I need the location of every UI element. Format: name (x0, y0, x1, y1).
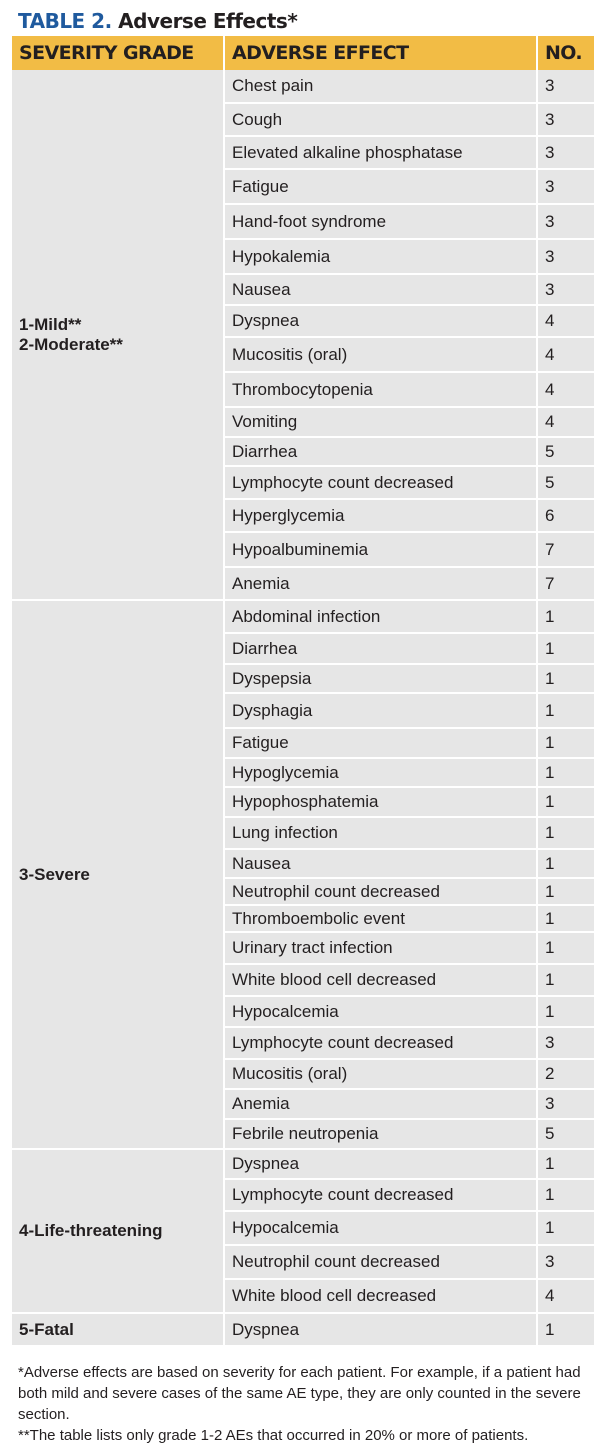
adverse-effect-cell: Thromboembolic event (224, 905, 537, 932)
table-row (12, 600, 594, 633)
adverse-effect-cell: Abdominal infection (224, 600, 537, 633)
adverse-effect-cell: Lung infection (224, 817, 537, 849)
count-cell: 4 (537, 337, 594, 372)
severity-grade-label: 2-Moderate** (19, 334, 123, 354)
severity-grade-cell (12, 1313, 224, 1346)
adverse-effect-cell: Dyspnea (224, 1313, 537, 1346)
table-row (12, 1313, 594, 1346)
adverse-effect-cell: Febrile neutropenia (224, 1119, 537, 1149)
count-cell: 1 (537, 905, 594, 932)
count-cell: 3 (537, 274, 594, 305)
severity-grade-label: 1-Mild** (19, 314, 82, 334)
adverse-effect-cell: Fatigue (224, 728, 537, 758)
table-body (12, 70, 594, 1346)
adverse-effect-cell: Urinary tract infection (224, 932, 537, 964)
adverse-effect-cell: Nausea (224, 849, 537, 878)
count-cell: 4 (537, 305, 594, 337)
severity-grade-cell (12, 1149, 224, 1313)
footnote-2: **The table lists only grade 1-2 AEs that occurred in 20% or more of patients. (18, 1427, 529, 1444)
adverse-effect-cell: Diarrhea (224, 437, 537, 466)
count-cell: 1 (537, 996, 594, 1027)
count-cell: 5 (537, 437, 594, 466)
count-cell: 1 (537, 1149, 594, 1179)
count-cell: 1 (537, 728, 594, 758)
adverse-effect-cell: Dyspnea (224, 1149, 537, 1179)
footnote-1: *Adverse effects are based on severity for each patient. For example, if a patient had both mild and severe cases of the same AE type, they are only counted in the severe section. (18, 1364, 581, 1423)
adverse-effect-cell: Anemia (224, 1089, 537, 1119)
column-header-severity: SEVERITY GRADE (12, 36, 224, 70)
adverse-effects-table (12, 36, 594, 1347)
count-cell: 5 (537, 466, 594, 499)
adverse-effect-cell: Elevated alkaline phosphatase (224, 136, 537, 169)
severity-grade-label: 5-Fatal (19, 1319, 74, 1339)
adverse-effect-cell: Nausea (224, 274, 537, 305)
adverse-effect-cell: Hypocalcemia (224, 996, 537, 1027)
count-cell: 3 (537, 204, 594, 239)
count-cell: 6 (537, 499, 594, 532)
column-header-count: NO. (537, 36, 594, 70)
count-cell: 4 (537, 372, 594, 407)
count-cell: 3 (537, 103, 594, 136)
count-cell: 3 (537, 1027, 594, 1059)
count-cell: 1 (537, 964, 594, 996)
adverse-effect-cell: Hypocalcemia (224, 1211, 537, 1245)
adverse-effect-cell: Anemia (224, 567, 537, 600)
count-cell: 1 (537, 1179, 594, 1211)
adverse-effect-cell: Neutrophil count decreased (224, 1245, 537, 1279)
count-cell: 2 (537, 1059, 594, 1089)
adverse-effect-cell: Hyperglycemia (224, 499, 537, 532)
count-cell: 3 (537, 136, 594, 169)
adverse-effect-cell: Hypokalemia (224, 239, 537, 274)
adverse-effect-cell: Dyspnea (224, 305, 537, 337)
adverse-effect-cell: White blood cell decreased (224, 964, 537, 996)
adverse-effect-cell: Thrombocytopenia (224, 372, 537, 407)
count-cell: 1 (537, 758, 594, 787)
count-cell: 1 (537, 633, 594, 664)
adverse-effect-cell: Chest pain (224, 70, 537, 103)
count-cell: 1 (537, 878, 594, 905)
count-cell: 1 (537, 600, 594, 633)
header-row (12, 36, 594, 70)
count-cell: 7 (537, 532, 594, 567)
count-cell: 7 (537, 567, 594, 600)
count-cell: 1 (537, 664, 594, 693)
count-cell: 1 (537, 817, 594, 849)
adverse-effect-cell: Cough (224, 103, 537, 136)
adverse-effect-cell: Hypoalbuminemia (224, 532, 537, 567)
adverse-effect-cell: Hand-foot syndrome (224, 204, 537, 239)
table-caption: Adverse Effects* (118, 9, 298, 33)
count-cell: 1 (537, 1211, 594, 1245)
adverse-effect-cell: Lymphocyte count decreased (224, 1179, 537, 1211)
count-cell: 3 (537, 169, 594, 204)
count-cell: 3 (537, 1089, 594, 1119)
count-cell: 4 (537, 407, 594, 437)
adverse-effect-cell: Lymphocyte count decreased (224, 466, 537, 499)
count-cell: 1 (537, 1313, 594, 1346)
table-title (18, 6, 297, 36)
table-row (12, 1149, 594, 1179)
count-cell: 5 (537, 1119, 594, 1149)
adverse-effect-cell: White blood cell decreased (224, 1279, 537, 1313)
count-cell: 3 (537, 239, 594, 274)
count-cell: 3 (537, 70, 594, 103)
severity-grade-cell (12, 70, 224, 600)
adverse-effect-cell: Dysphagia (224, 693, 537, 728)
count-cell: 1 (537, 787, 594, 817)
adverse-effect-cell: Hypophosphatemia (224, 787, 537, 817)
adverse-effect-cell: Mucositis (oral) (224, 1059, 537, 1089)
severity-grade-label: 3-Severe (19, 864, 90, 884)
adverse-effect-cell: Vomiting (224, 407, 537, 437)
adverse-effect-cell: Lymphocyte count decreased (224, 1027, 537, 1059)
footnotes (18, 1362, 598, 1446)
table-number: TABLE 2. (18, 9, 112, 33)
adverse-effect-cell: Mucositis (oral) (224, 337, 537, 372)
adverse-effect-cell: Hypoglycemia (224, 758, 537, 787)
column-header-effect: ADVERSE EFFECT (224, 36, 537, 70)
count-cell: 1 (537, 693, 594, 728)
severity-grade-cell (12, 600, 224, 1149)
count-cell: 3 (537, 1245, 594, 1279)
adverse-effect-cell: Dyspepsia (224, 664, 537, 693)
count-cell: 1 (537, 849, 594, 878)
adverse-effect-cell: Diarrhea (224, 633, 537, 664)
severity-grade-label: 4-Life-threatening (19, 1221, 163, 1240)
count-cell: 1 (537, 932, 594, 964)
adverse-effect-cell: Neutrophil count decreased (224, 878, 537, 905)
table-row (12, 70, 594, 103)
adverse-effect-cell: Fatigue (224, 169, 537, 204)
count-cell: 4 (537, 1279, 594, 1313)
